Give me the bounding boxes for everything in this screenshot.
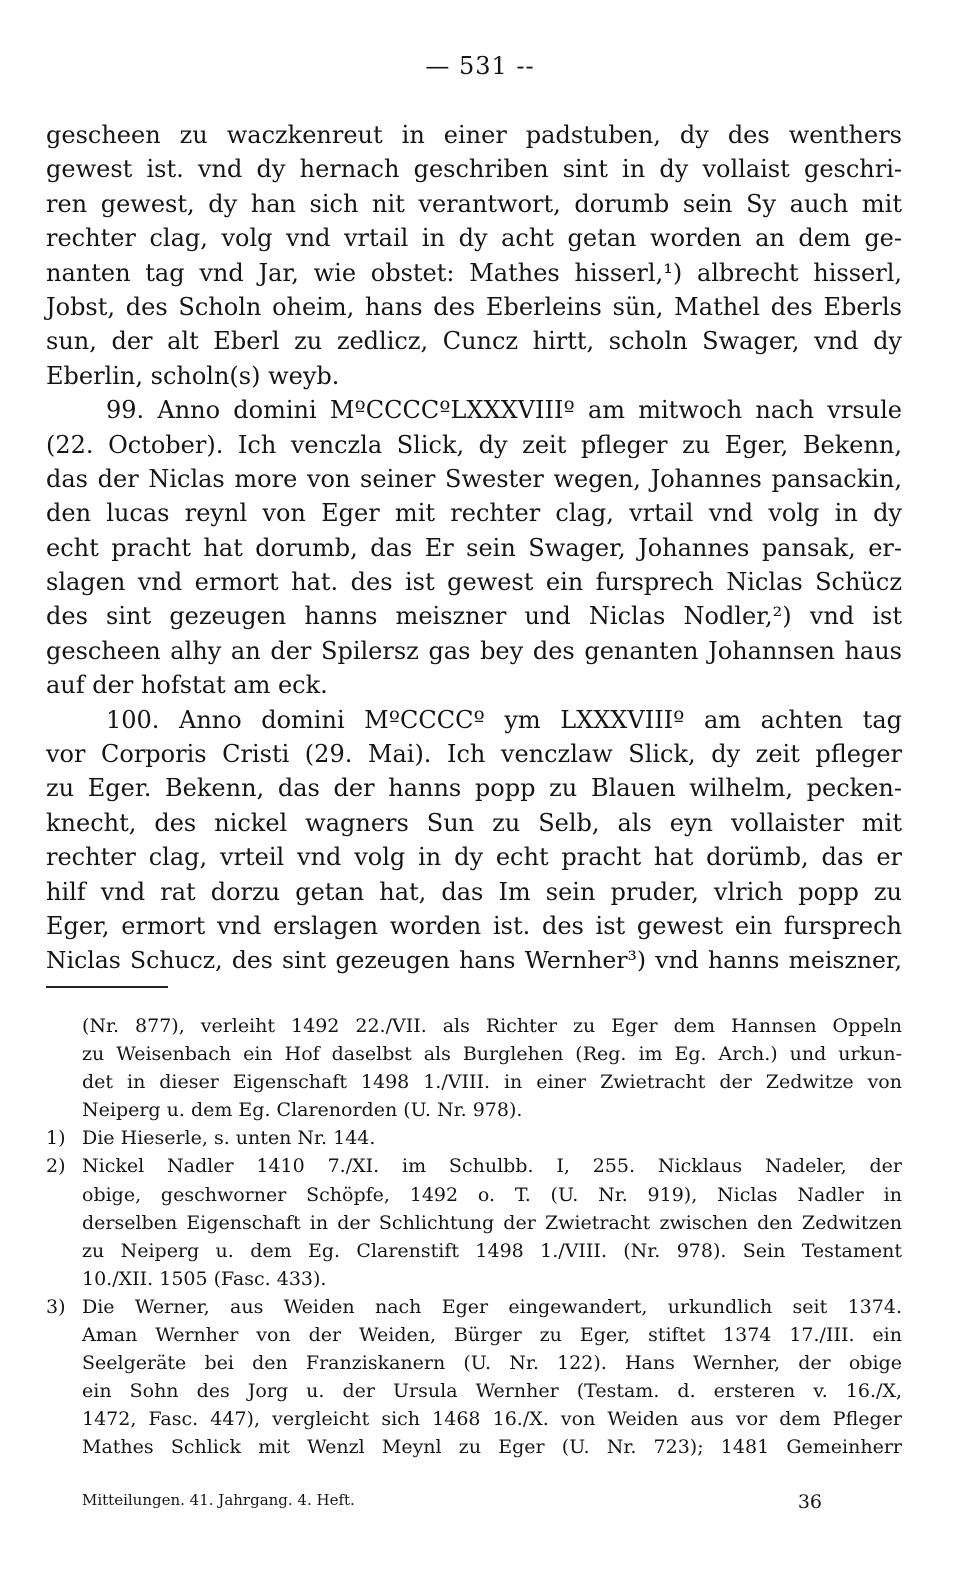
journal-signature: Mitteilungen. 41. Jahrgang. 4. Heft. [82, 1491, 355, 1509]
footnote-text: obige, geschworner Schöpfe, 1492 o. T. (U. Nr. 919), Niclas Nadler in [82, 1183, 902, 1206]
footnote-line [46, 1349, 902, 1377]
footnote-line [46, 1012, 902, 1040]
entry-99-heading-line: 99. Anno domini MºCCCCºLXXXVIIIº am mitwoch nach vrsule [106, 396, 902, 425]
footnote-2 [46, 1152, 902, 1180]
text-line: das der Niclas more von seiner Swester wegen, Johannes pansackin, [46, 464, 902, 493]
page-number: — 531 -- [425, 52, 535, 80]
text-line: gewest ist. vnd dy hernach geschriben sint in dy vollaist geschri- [46, 155, 902, 184]
footnote-text: Neiperg u. dem Eg. Clarenorden (U. Nr. 978). [82, 1099, 523, 1122]
sheet-number: 36 [797, 1491, 822, 1513]
footnote-text: Die Hieserle, s. unten Nr. 144. [82, 1127, 376, 1150]
footnote-number: 3) [46, 1295, 66, 1318]
footnote-text: 1472, Fasc. 447), vergleicht sich 1468 16./X. von Weiden aus vor dem Pfleger [82, 1408, 902, 1431]
footnote-text: Seelgeräte bei den Franziskanern (U. Nr. 122). Hans Wernher, der obige [82, 1352, 902, 1375]
text-line: rechter clag, vrteil vnd volg in dy echt pracht hat dorümb, das er [46, 843, 902, 872]
text-line: sun, der alt Eberl zu zedlicz, Cuncz hirtt, scholn Swager, vnd dy [46, 327, 902, 356]
text-line: Eger, ermort vnd erslagen worden ist. des ist gewest ein fursprech [46, 911, 902, 940]
footnote-line [46, 1405, 902, 1433]
footnote-line [46, 1433, 902, 1461]
text-line: echt pracht hat dorumb, das Er sein Swager, Johannes pansak, er- [46, 533, 902, 562]
text-line: den lucas reynl von Eger mit rechter clag, vrtail vnd volg in dy [46, 499, 902, 528]
footnote-text: 10./XII. 1505 (Fasc. 433). [82, 1267, 327, 1290]
footnote-text: Die Werner, aus Weiden nach Eger eingewandert, urkundlich seit 1374. [82, 1295, 902, 1318]
main-text [46, 118, 902, 978]
footnote-line [46, 1096, 902, 1124]
footnote-line [46, 1377, 902, 1405]
footnote-3 [46, 1293, 902, 1321]
footnote-text: zu Weisenbach ein Hof daselbst als Burglehen (Reg. im Eg. Arch.) und urkun- [82, 1043, 902, 1066]
footnote-line [46, 1209, 902, 1237]
footnote-text: Mathes Schlick mit Wenzl Meynl zu Eger (U. Nr. 723); 1481 Gemeinherr [82, 1436, 902, 1459]
footnote-text: ein Sohn des Jorg u. der Ursula Wernher (Testam. d. ersteren v. 16./X, [82, 1380, 902, 1403]
text-line: gescheen alhy an der Spilersz gas bey des genanten Johannsen haus [46, 636, 902, 665]
footnote-text: Aman Wernher von der Weiden, Bürger zu Eger, stiftet 1374 17./III. ein [82, 1324, 902, 1347]
footnote-number: 2) [46, 1155, 66, 1178]
text-line: vor Corporis Cristi (29. Mai). Ich venczlaw Slick, dy zeit pfleger [46, 740, 902, 769]
text-line: rechter clag, volg vnd vrtail in dy acht getan worden an dem ge- [46, 224, 902, 253]
text-line: gescheen zu waczkenreut in einer padstuben, dy des wenthers [46, 121, 902, 149]
footnote-line [46, 1040, 902, 1068]
footnote-text: zu Neiperg u. dem Eg. Clarenstift 1498 1./VIII. (Nr. 978). Sein Testament [82, 1239, 902, 1262]
footnote-text: (Nr. 877), verleiht 1492 22./VII. als Richter zu Eger dem Hannsen Oppeln [82, 1015, 902, 1037]
text-line: ren gewest, dy han sich nit verantwort, dorumb sein Sy auch mit [46, 189, 902, 218]
footnote-text: derselben Eigenschaft in der Schlichtung der Zwietracht zwischen den Zedwitzen [82, 1211, 902, 1234]
footnote-text: det in dieser Eigenschaft 1498 1./VIII. in einer Zwietracht der Zedwitze von [82, 1071, 902, 1094]
text-line: Jobst, des Scholn oheim, hans des Eberleins sün, Mathel des Eberls [46, 292, 902, 321]
text-line: knecht, des nickel wagners Sun zu Selb, als eyn vollaister mit [46, 808, 902, 837]
footnote-line [46, 1068, 902, 1096]
text-line: slagen vnd ermort hat. des ist gewest ein fursprech Niclas Schücz [46, 568, 902, 597]
footnote-separator [46, 986, 168, 988]
footnote-line [46, 1265, 902, 1293]
footnotes [46, 1012, 902, 1462]
footnote-line [46, 1181, 902, 1209]
text-line: Niclas Schucz, des sint gezeugen hans Wernher³) vnd hanns meiszner, [46, 946, 902, 975]
footnote-number: 1) [46, 1127, 66, 1150]
footnote-line [46, 1237, 902, 1265]
footnote-text: Nickel Nadler 1410 7./XI. im Schulbb. I, 255. Nicklaus Nadeler, der [82, 1155, 902, 1178]
text-line: (22. October). Ich venczla Slick, dy zeit pfleger zu Eger, Bekenn, [46, 430, 902, 459]
text-line: zu Eger. Bekenn, das der hanns popp zu Blauen wilhelm, pecken- [46, 774, 902, 803]
text-line: auf der hofstat am eck. [46, 671, 328, 700]
text-line: des sint gezeugen hanns meiszner und Niclas Nodler,²) vnd ist [46, 602, 902, 631]
footnote-line [46, 1321, 902, 1349]
footnote-1 [46, 1124, 902, 1152]
entry-100-heading-line: 100. Anno domini MºCCCCº ym LXXXVIIIº am achten tag [106, 705, 902, 734]
text-line: hilf vnd rat dorzu getan hat, das Im sein pruder, vlrich popp zu [46, 877, 902, 906]
text-line: Eberlin, scholn(s) weyb. [46, 361, 340, 390]
text-line: nanten tag vnd Jar, wie obstet: Mathes hisserl,¹) albrecht hisserl, [46, 258, 902, 287]
